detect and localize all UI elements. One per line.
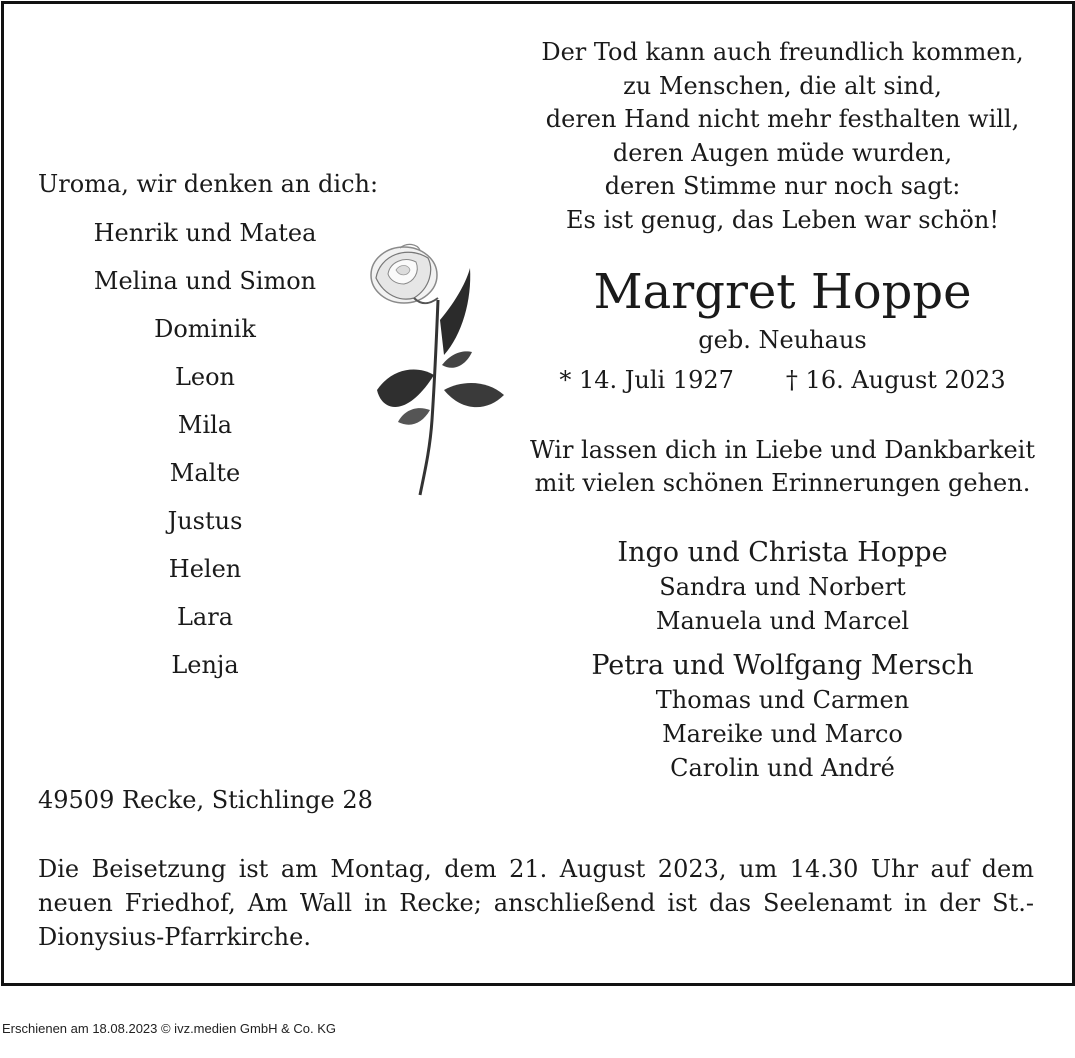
poem-line: deren Hand nicht mehr festhalten will,: [545, 105, 1020, 134]
deceased-name: Margret Hoppe: [593, 264, 972, 320]
publication-footer: Erschienen am 18.08.2023 © ivz.medien GmbH & Co. KG: [2, 1021, 337, 1036]
family-head: Petra und Wolfgang Mersch: [591, 650, 974, 681]
family-group: [520, 649, 1045, 785]
list-item: Helen: [168, 555, 242, 583]
greeting: Uroma, wir denken an dich:: [38, 170, 379, 198]
life-dates: [520, 366, 1045, 394]
birth-date: * 14. Juli 1927: [559, 366, 734, 394]
poem-line: zu Menschen, die alt sind,: [623, 71, 942, 100]
funeral-notice: Die Beisetzung ist am Montag, dem 21. August 2023, um 14.30 Uhr auf dem neuen Friedhof, Am Wall in Recke; anschließend ist das Seelenamt in der St.-Dionysius-Pfarrkirche.: [38, 855, 1034, 951]
birth-name: geb. Neuhaus: [698, 326, 867, 354]
farewell-line: mit vielen schönen Erinnerungen gehen.: [534, 469, 1031, 497]
list-item: Henrik und Matea: [93, 219, 317, 247]
poem-line: Der Tod kann auch freundlich kommen,: [541, 38, 1024, 66]
death-date: † 16. August 2023: [785, 366, 1006, 394]
list-item: Mila: [177, 411, 233, 439]
poem-line: deren Augen müde wurden,: [612, 138, 953, 167]
rose-icon: [362, 240, 512, 500]
address: 49509 Recke, Stichlinge 28: [38, 786, 373, 814]
poem-line: Es ist genug, das Leben war schön!: [566, 205, 999, 234]
family-member: Manuela und Marcel: [655, 607, 910, 635]
list-item: Leon: [174, 363, 236, 391]
list-item: Dominik: [154, 315, 256, 343]
farewell-text: [520, 434, 1045, 500]
poem: [520, 36, 1045, 238]
poem-line: deren Stimme nur noch sagt:: [604, 172, 961, 201]
list-item: Lenja: [171, 651, 239, 679]
family-group: [520, 536, 1045, 638]
family-member: Sandra und Norbert: [659, 573, 906, 601]
family-member: Thomas und Carmen: [655, 686, 910, 714]
list-item: Justus: [167, 507, 243, 535]
list-item: Malte: [169, 459, 241, 487]
family-member: Mareike und Marco: [662, 720, 903, 748]
list-item: Melina und Simon: [93, 267, 317, 295]
family-head: Ingo und Christa Hoppe: [617, 537, 948, 568]
list-item: Lara: [176, 603, 234, 631]
farewell-line: Wir lassen dich in Liebe und Dankbarkeit: [530, 436, 1035, 464]
great-grandchildren-list: [55, 216, 355, 696]
family-member: Carolin und André: [670, 754, 895, 782]
